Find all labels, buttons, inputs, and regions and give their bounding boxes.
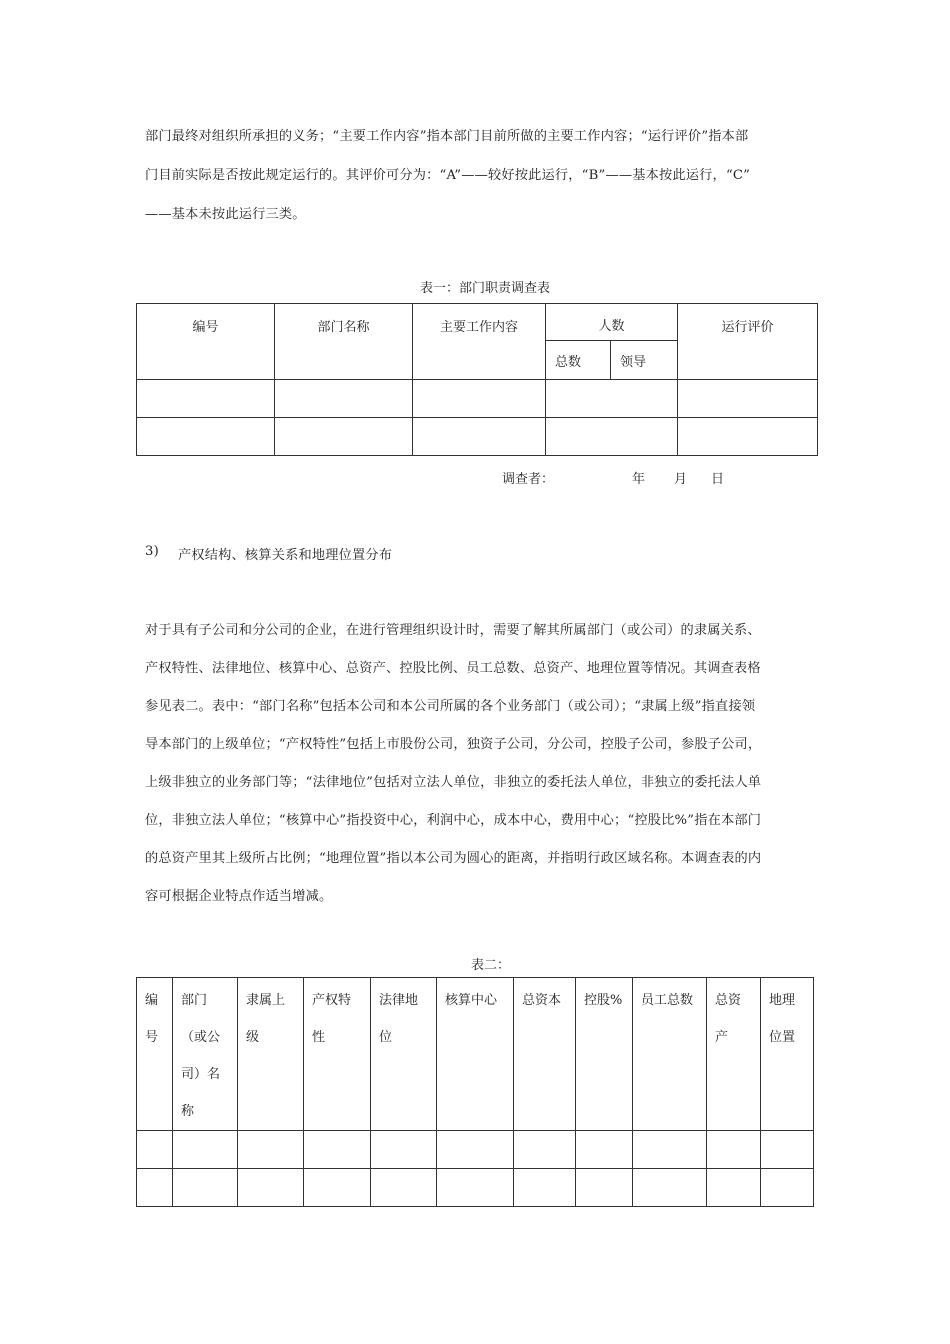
t2-cell[interactable]: [304, 1169, 371, 1207]
t2-cell[interactable]: [576, 1169, 633, 1207]
section3-title: 产权结构、核算关系和地理位置分布: [178, 548, 393, 563]
t2-cell[interactable]: [437, 1131, 514, 1169]
body-line-4: 导本部门的上级单位；“产权特性”包括上市股份公司，独资子公司，分公司，控股子公司，参股子公司，: [145, 737, 762, 752]
surveyor-label: 调查者：: [502, 472, 555, 487]
t1-cell[interactable]: [413, 380, 546, 418]
table2-ownership-structure: [136, 977, 814, 1207]
t2-header-accounting-center: 核算中心: [437, 978, 514, 1131]
t1-cell[interactable]: [413, 418, 546, 456]
t2-header-holding-percent: 控股%: [576, 978, 633, 1131]
t1-cell[interactable]: [137, 380, 275, 418]
body-line-6: 位，非独立法人单位；“核算中心”指投资中心，利润中心，成本中心，费用中心；“控股比%”指在本部门: [145, 813, 762, 828]
t1-header-id: 编号: [137, 304, 275, 380]
month-label: 月: [674, 472, 688, 487]
intro-line-2: 门目前实际是否按此规定运行的。其评价可分为：“A”——较好按此运行，“B”——基本按此运行，“C”: [145, 168, 751, 183]
t2-cell[interactable]: [238, 1169, 304, 1207]
t1-header-headcount-total: 总数: [546, 341, 611, 380]
t2-cell[interactable]: [304, 1131, 371, 1169]
t1-header-headcount-leaders: 领导: [611, 341, 678, 380]
t1-header-evaluation: 运行评价: [678, 304, 818, 380]
intro-line-1: 部门最终对组织所承担的义务；“主要工作内容”指本部门目前所做的主要工作内容；“运行评价”指本部: [145, 129, 749, 144]
body-line-7: 的总资产里其上级所占比例；“地理位置”指以本公司为圆心的距离，并指明行政区域名称。本调查表的内: [145, 851, 762, 866]
t1-header-main-work: 主要工作内容: [413, 304, 546, 380]
t2-cell[interactable]: [137, 1169, 173, 1207]
intro-line-3: ——基本未按此运行三类。: [145, 207, 306, 222]
t1-cell[interactable]: [546, 380, 678, 418]
t1-cell[interactable]: [546, 418, 678, 456]
t2-cell[interactable]: [633, 1131, 707, 1169]
day-label: 日: [711, 472, 725, 487]
t2-cell[interactable]: [371, 1169, 437, 1207]
section3-number: 3): [145, 544, 159, 559]
body-line-5: 上级非独立的业务部门等；“法律地位”包括对立法人单位，非独立的委托法人单位，非独立的委托法人单: [145, 775, 762, 790]
t2-cell[interactable]: [173, 1131, 238, 1169]
t2-header-row: [137, 978, 814, 1131]
body-line-2: 产权特性、法律地位、核算中心、总资产、控股比例、员工总数、总资产、地理位置等情况。其调查表格: [145, 661, 761, 676]
t2-header-location: 地理 位置: [761, 978, 814, 1131]
t2-header-total-capital: 总资本: [514, 978, 576, 1131]
t2-header-legal-status: 法律地 位: [371, 978, 437, 1131]
t1-header-headcount: 人数: [546, 304, 678, 341]
year-label: 年: [632, 472, 646, 487]
table-row: [137, 1131, 814, 1169]
t2-header-id: 编 号: [137, 978, 173, 1131]
table-row: [137, 380, 818, 418]
t2-header-employee-count: 员工总数: [633, 978, 707, 1131]
t2-cell[interactable]: [576, 1131, 633, 1169]
t1-cell[interactable]: [275, 380, 413, 418]
t2-cell[interactable]: [761, 1131, 814, 1169]
t2-cell[interactable]: [238, 1131, 304, 1169]
t2-cell[interactable]: [437, 1169, 514, 1207]
body-line-3: 参见表二。表中：“部门名称”包括本公司和本公司所属的各个业务部门（或公司）；“隶属上级”指直接领: [145, 699, 756, 714]
t2-cell[interactable]: [137, 1131, 173, 1169]
table2-caption: 表二：: [471, 958, 511, 973]
t1-header-dept-name: 部门名称: [275, 304, 413, 380]
t2-header-ownership-type: 产权特 性: [304, 978, 371, 1131]
body-line-8: 容可根据企业特点作适当增减。: [145, 889, 333, 904]
t2-cell[interactable]: [173, 1169, 238, 1207]
t2-cell[interactable]: [761, 1169, 814, 1207]
t1-cell[interactable]: [678, 418, 818, 456]
t2-header-total-assets: 总资 产: [707, 978, 761, 1131]
t2-header-dept-name: 部门 （或公 司）名 称: [173, 978, 238, 1131]
t2-cell[interactable]: [371, 1131, 437, 1169]
body-line-1: 对于具有子公司和分公司的企业，在进行管理组织设计时，需要了解其所属部门（或公司）的隶属关系、: [145, 623, 761, 638]
t1-cell[interactable]: [137, 418, 275, 456]
table-row: [137, 1169, 814, 1207]
t1-cell[interactable]: [275, 418, 413, 456]
t2-cell[interactable]: [707, 1169, 761, 1207]
t2-cell[interactable]: [514, 1169, 576, 1207]
t2-cell[interactable]: [514, 1131, 576, 1169]
table1-dept-duties: [136, 303, 818, 456]
table1-caption: 表一：部门职责调查表: [420, 281, 551, 296]
t1-cell[interactable]: [678, 380, 818, 418]
t2-cell[interactable]: [707, 1131, 761, 1169]
t2-cell[interactable]: [633, 1169, 707, 1207]
table-row: [137, 418, 818, 456]
t2-header-superior: 隶属上 级: [238, 978, 304, 1131]
